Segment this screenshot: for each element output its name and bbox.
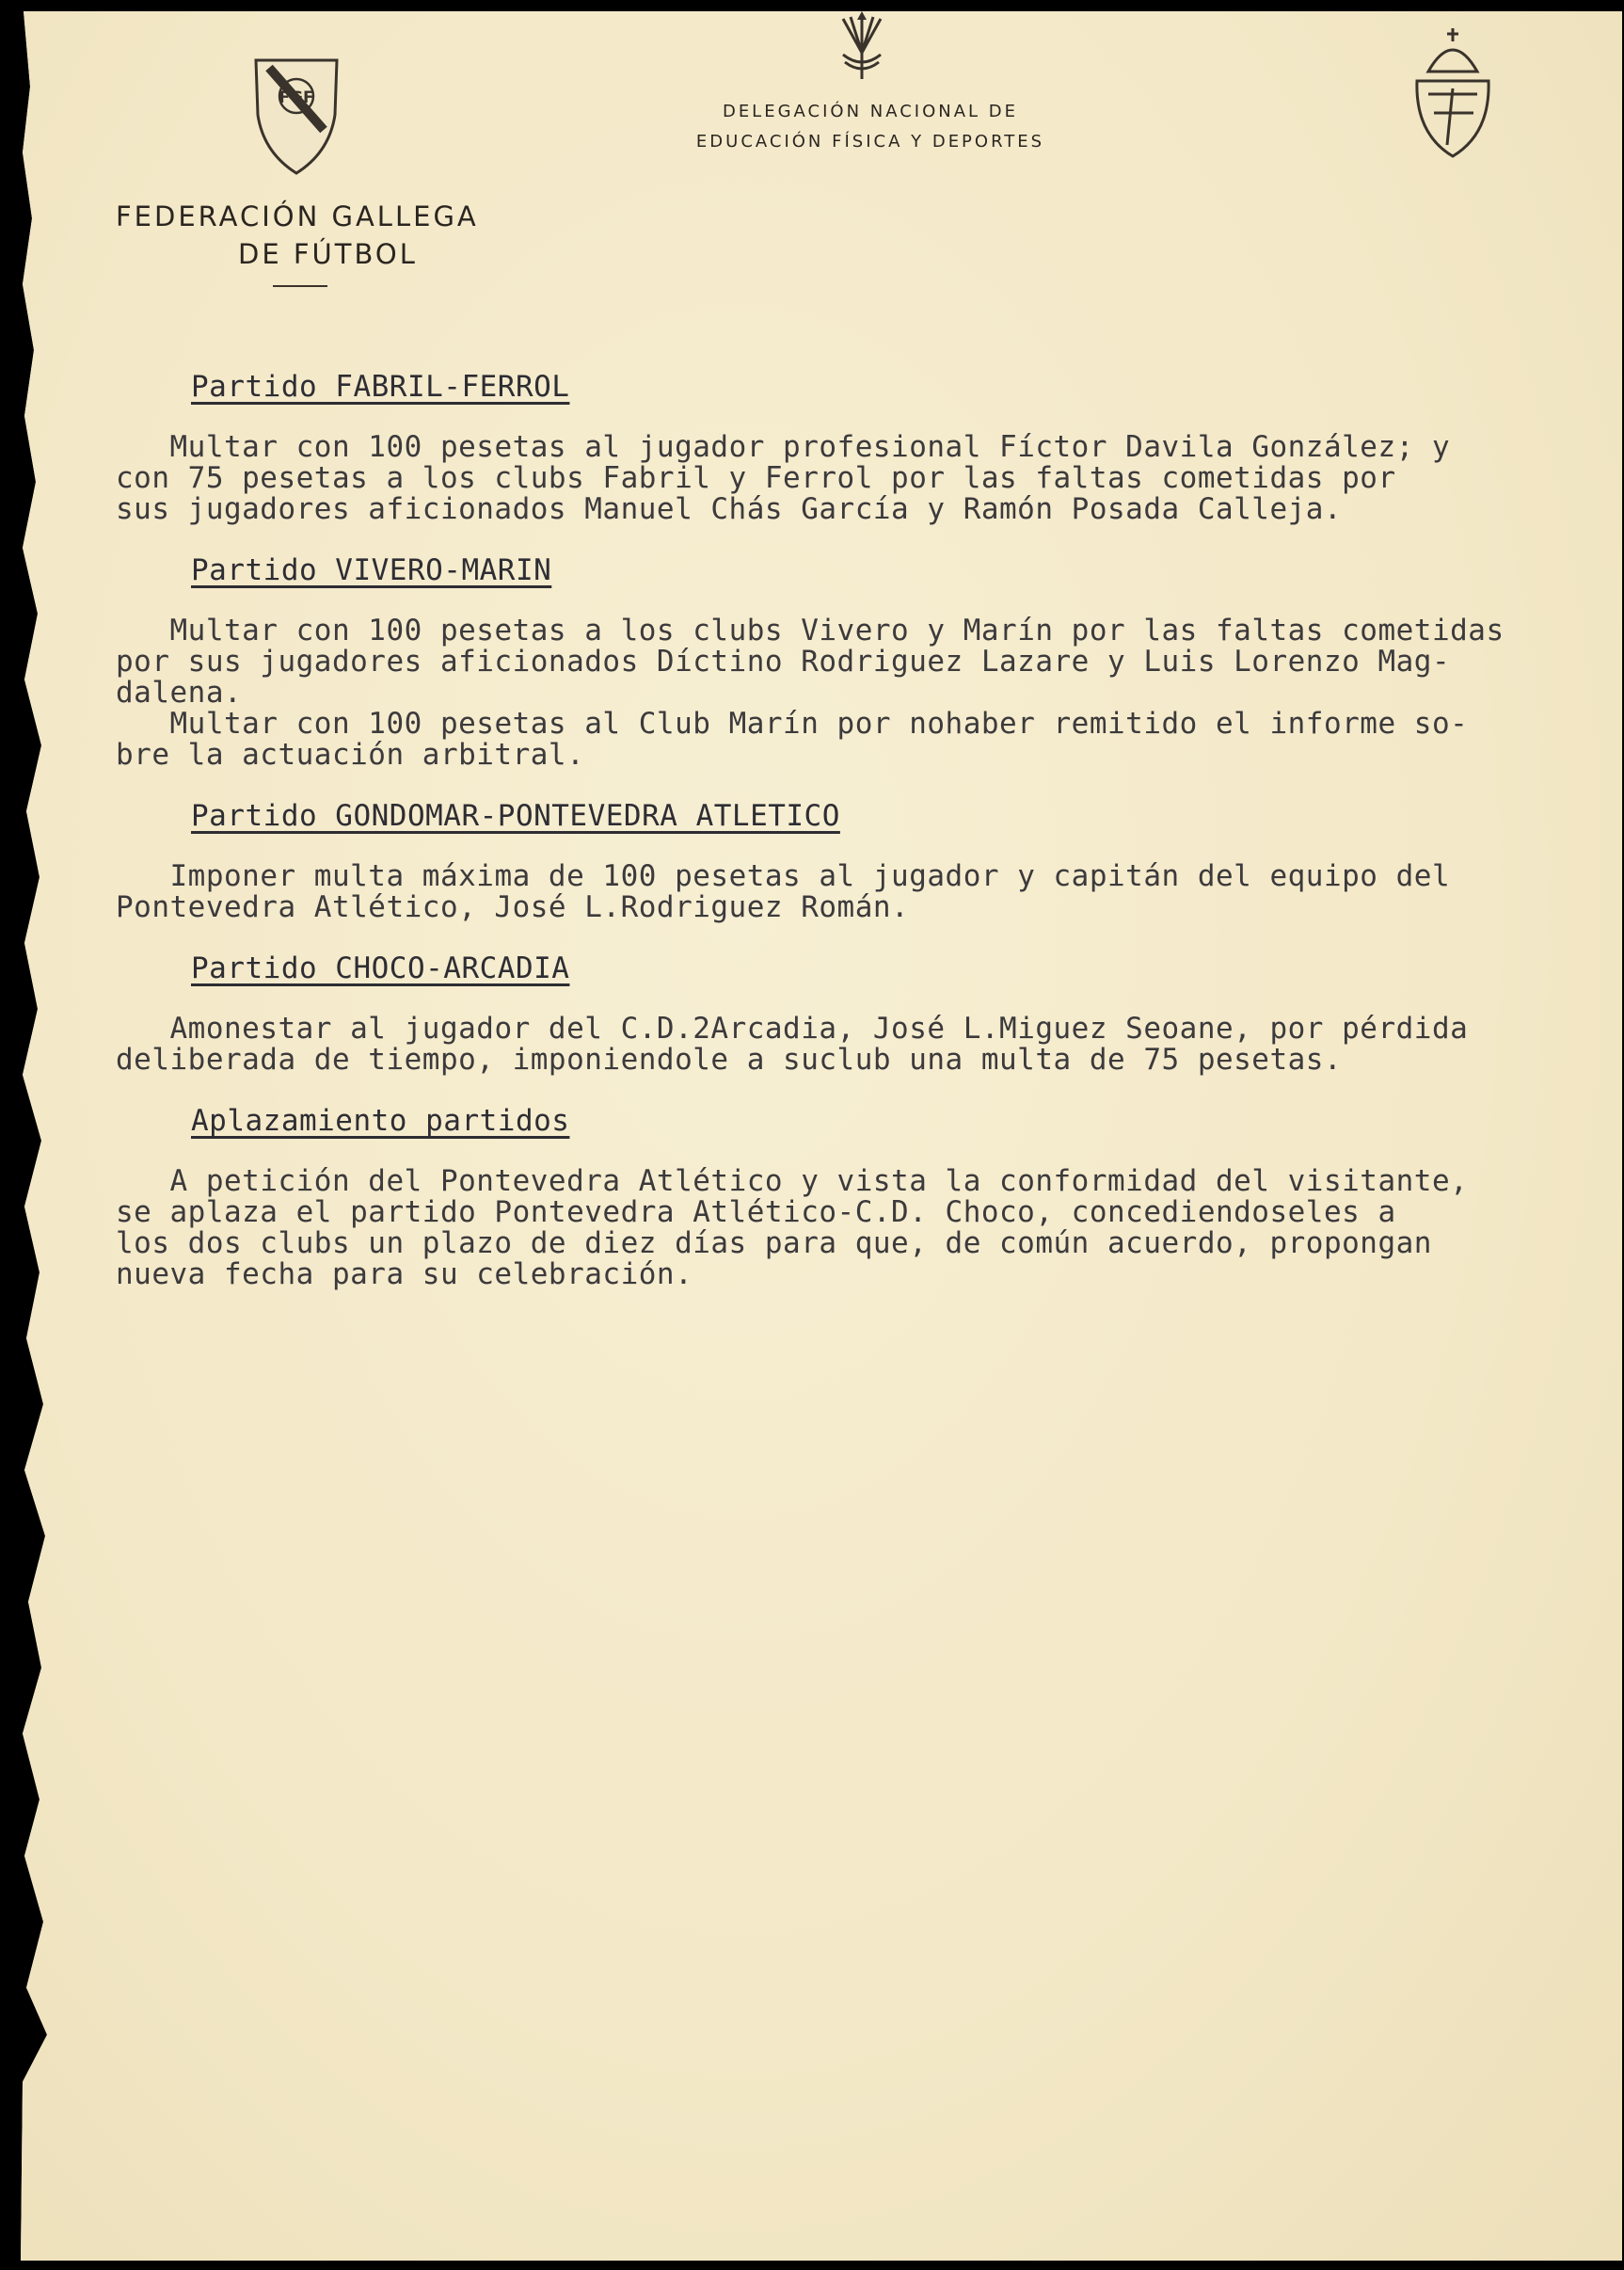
crest-monogram: FGF bbox=[279, 88, 314, 107]
delegation-name bbox=[649, 97, 1091, 157]
document-body bbox=[116, 370, 1621, 1291]
section-paragraph: Amonestar al jugador del C.D.2Arcadia, José L.Miguez Seoane, por pérdida deliberada de tiempo, imponiendole a suclub una multa de 75 pesetas. bbox=[116, 1012, 1469, 1077]
section-paragraph: Imponer multa máxima de 100 pesetas al jugador y capitán del equipo del Pontevedra Atlético, José L.Rodriguez Román. bbox=[116, 859, 1451, 924]
section-paragraph: A petición del Pontevedra Atlético y vista la conformidad del visitante, se aplaza el partido Pontevedra Atlético-C.D. Choco, concediendoseles a los dos clubs un plazo de diez días para que, de común acuerdo, propongan nueva fecha para su celebración. bbox=[116, 1164, 1469, 1291]
delegation-line1: DELEGACIÓN NACIONAL DE bbox=[722, 102, 1019, 121]
section-paragraph: Multar con 100 pesetas al Club Marín por nohaber remitido el informe so- bre la actuación arbitral. bbox=[116, 707, 1469, 772]
letterhead-rule bbox=[273, 285, 327, 287]
yoke-and-arrows-icon bbox=[834, 11, 890, 83]
royal-crown-crest-icon bbox=[1406, 23, 1500, 162]
section-paragraph: Multar con 100 pesetas al jugador profesional Fíctor Davila González; y con 75 pesetas a los clubs Fabril y Ferrol por las faltas cometidas por sus jugadores aficionados Manuel Chás García y Ramón Posada Calleja. bbox=[116, 430, 1451, 526]
section-heading-vivero-marin: Partido VIVERO-MARIN bbox=[191, 553, 552, 587]
federation-name-line1: FEDERACIÓN GALLEGA bbox=[116, 200, 479, 232]
delegation-line2: EDUCACIÓN FÍSICA Y DEPORTES bbox=[695, 132, 1045, 152]
section-paragraph: Multar con 100 pesetas a los clubs Vivero y Marín por las faltas cometidas por sus jugadores aficionados Díctino Rodriguez Lazare y Luis Lorenzo Mag- dalena. bbox=[116, 614, 1505, 710]
federation-name bbox=[116, 198, 492, 273]
section-heading-choco-arcadia: Partido CHOCO-ARCADIA bbox=[191, 951, 570, 985]
federation-crest-icon bbox=[250, 55, 342, 179]
section-heading-aplazamiento: Aplazamiento partidos bbox=[191, 1104, 570, 1138]
federation-name-line2: DE FÚTBOL bbox=[238, 238, 418, 270]
section-heading-gondomar-pontevedra: Partido GONDOMAR-PONTEVEDRA ATLETICO bbox=[191, 799, 840, 833]
section-heading-fabril-ferrol: Partido FABRIL-FERROL bbox=[191, 370, 570, 404]
